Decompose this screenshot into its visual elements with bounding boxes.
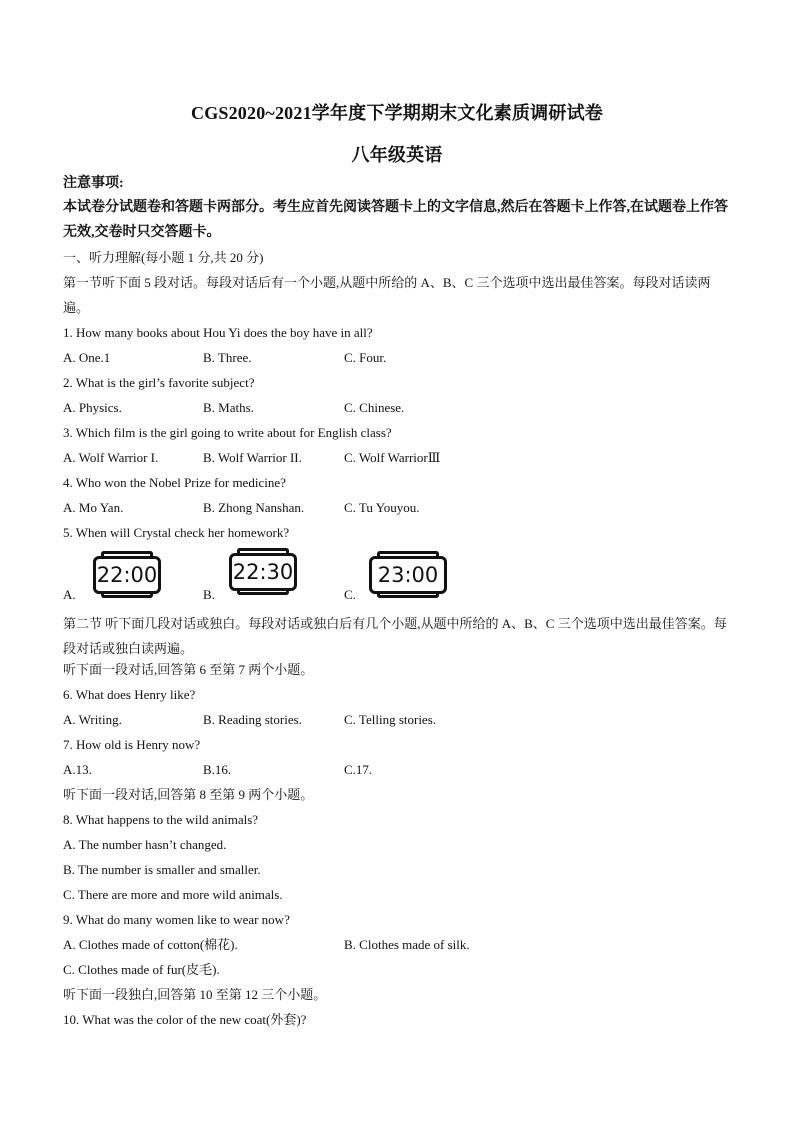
clock-b-time: 22:30 — [232, 560, 294, 584]
q5-option-c: C. — [344, 587, 356, 602]
q1-option-a: A. One.1 — [63, 350, 111, 365]
q9-option-b: B. Clothes made of silk. — [344, 937, 470, 952]
q6-option-c: C. Telling stories. — [344, 712, 437, 727]
q3-option-a: A. Wolf Warrior I. — [63, 450, 159, 465]
q5-option-b: B. — [203, 587, 215, 602]
q2-option-c: C. Chinese. — [344, 400, 405, 415]
q7-option-c: C.17. — [344, 762, 373, 777]
question-3: 3. Which film is the girl going to write about for English class? — [63, 425, 392, 440]
q6-option-b: B. Reading stories. — [203, 712, 302, 727]
notice-body: 本试卷分试题卷和答题卡两部分。考生应首先阅读答题卡上的文字信息,然后在答题卡上作答,在试题卷上作答无效,交卷时只交答题卡。 — [63, 200, 728, 240]
q7-option-b: B.16. — [203, 762, 232, 777]
question-9: 9. What do many women like to wear now? — [63, 912, 290, 927]
q1-option-c: C. Four. — [344, 350, 387, 365]
exam-subtitle: 八年级英语 — [351, 145, 443, 165]
question-10: 10. What was the color of the new coat(外套)? — [63, 1012, 307, 1027]
q8-option-c: C. There are more and more wild animals. — [63, 887, 283, 902]
q3-option-b: B. Wolf Warrior II. — [203, 450, 302, 465]
question-4: 4. Who won the Nobel Prize for medicine? — [63, 475, 286, 490]
notice-heading: 注意事项: — [63, 176, 124, 191]
q1-option-b: B. Three. — [203, 350, 252, 365]
q4-option-b: B. Zhong Nanshan. — [203, 500, 305, 515]
q9-option-c: C. Clothes made of fur(皮毛). — [63, 962, 220, 977]
question-6: 6. What does Henry like? — [63, 687, 196, 702]
clock-icon-c — [369, 556, 447, 594]
dialog-8-9-intro: 听下面一段对话,回答第 8 至第 9 两个小题。 — [63, 787, 314, 802]
q8-option-a: A. The number hasn’t changed. — [63, 837, 227, 852]
clock-c-time: 23:00 — [377, 563, 439, 587]
q3-option-c: C. Wolf WarriorⅢ — [344, 450, 441, 465]
q4-option-c: C. Tu Youyou. — [344, 500, 420, 515]
part1-instructions: 第一节听下面 5 段对话。每段对话后有一个小题,从题中所给的 A、B、C 三个选项中选出最佳答案。每段对话读两遍。 — [63, 275, 711, 315]
clock-a-time: 22:00 — [96, 563, 158, 587]
dialog-6-7-intro: 听下面一段对话,回答第 6 至第 7 两个小题。 — [63, 662, 314, 677]
question-5: 5. When will Crystal check her homework? — [63, 525, 290, 540]
q9-option-a: A. Clothes made of cotton(棉花). — [63, 937, 238, 952]
clock-icon-a — [93, 556, 161, 594]
q6-option-a: A. Writing. — [63, 712, 122, 727]
section1-heading: 一、听力理解(每小题 1 分,共 20 分) — [63, 250, 264, 265]
q4-option-a: A. Mo Yan. — [63, 500, 124, 515]
question-2: 2. What is the girl’s favorite subject? — [63, 375, 255, 390]
q7-option-a: A.13. — [63, 762, 92, 777]
q2-option-a: A. Physics. — [63, 400, 122, 415]
part2-instructions: 第二节 听下面几段对话或独白。每段对话或独白后有几个小题,从题中所给的 A、B、C 三个选项中选出最佳答案。每段对话或独白读两遍。 — [63, 616, 727, 656]
question-1: 1. How many books about Hou Yi does the boy have in all? — [63, 325, 373, 340]
question-8: 8. What happens to the wild animals? — [63, 812, 259, 827]
monolog-10-12-intro: 听下面一段独白,回答第 10 至第 12 三个小题。 — [63, 987, 327, 1002]
exam-title: CGS2020~2021学年度下学期期末文化素质调研试卷 — [191, 103, 603, 123]
question-7: 7. How old is Henry now? — [63, 737, 201, 752]
q2-option-b: B. Maths. — [203, 400, 254, 415]
clock-icon-b — [229, 553, 297, 591]
q8-option-b: B. The number is smaller and smaller. — [63, 862, 261, 877]
q5-option-a: A. — [63, 587, 76, 602]
